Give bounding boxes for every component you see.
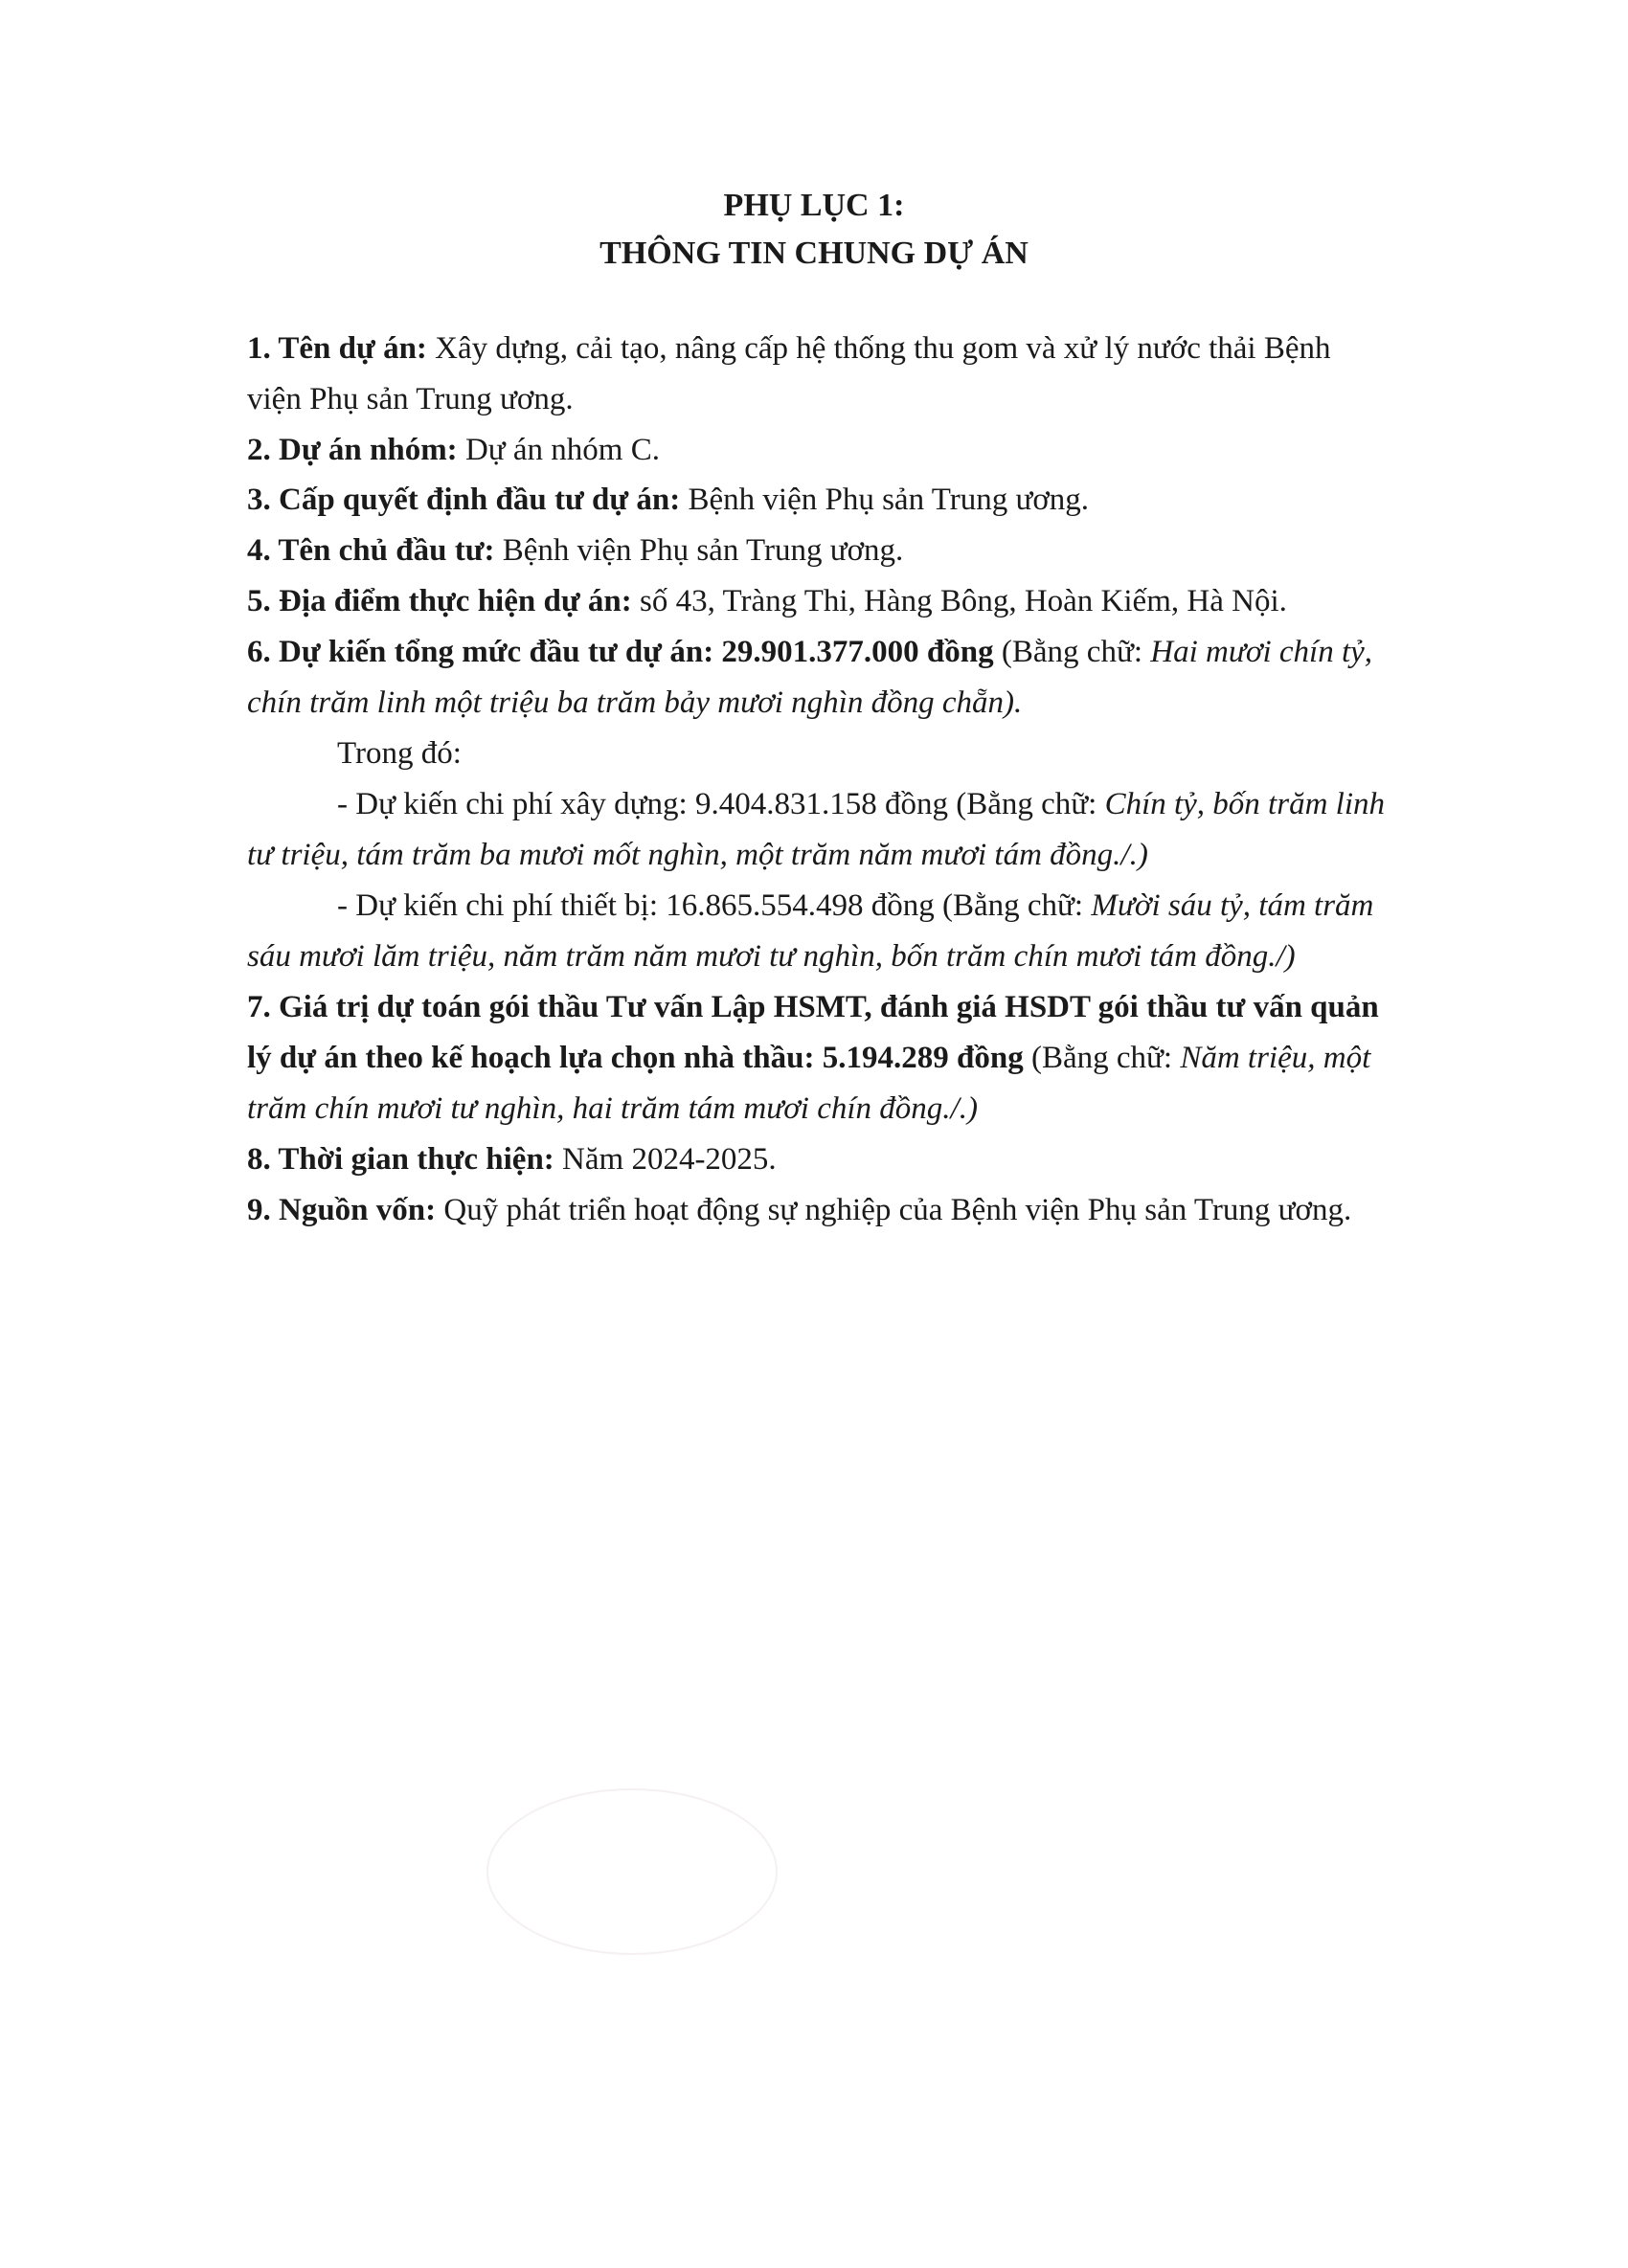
- item-1-label: 1. Tên dự án:: [247, 331, 427, 366]
- item-6-line-2: chín trăm linh một triệu ba trăm bảy mươi nghìn đồng chẵn).: [247, 685, 1023, 720]
- appendix-title: PHỤ LỤC 1:: [723, 188, 905, 223]
- item-6-sub1-line-2: tư triệu, tám trăm ba mươi mốt nghìn, một trăm năm mươi tám đồng./.): [247, 838, 1148, 872]
- item-6-sub1-line-1: [337, 785, 1582, 823]
- item-9: [247, 1191, 1492, 1229]
- item-6-sub2-text: - Dự kiến chi phí thiết bị: 16.865.554.498 đồng (Bằng chữ:: [337, 888, 1092, 923]
- item-7-paren: (Bằng chữ:: [1023, 1041, 1181, 1075]
- item-7-line-1: 7. Giá trị dự toán gói thầu Tư vấn Lập HSMT, đánh giá HSDT gói thầu tư vấn quản: [247, 990, 1379, 1024]
- item-8-label: 8. Thời gian thực hiện:: [247, 1142, 554, 1177]
- item-3-text: Bệnh viện Phụ sản Trung ương.: [680, 483, 1090, 517]
- item-1-line-2: viện Phụ sản Trung ương.: [247, 382, 574, 416]
- item-7-line-2: [247, 1039, 1492, 1077]
- item-6-sub2-line-2: sáu mươi lăm triệu, năm trăm năm mươi tư nghìn, bốn trăm chín mươi tám đồng./): [247, 939, 1296, 974]
- item-6-sub1-words: Chín tỷ, bốn trăm linh: [1104, 787, 1385, 821]
- appendix-subtitle: THÔNG TIN CHUNG DỰ ÁN: [599, 236, 1029, 271]
- item-3-label: 3. Cấp quyết định đầu tư dự án:: [247, 483, 681, 517]
- item-6-words: Hai mươi chín tỷ,: [1150, 635, 1373, 669]
- item-1-line-1: [247, 329, 1492, 368]
- item-6-label: 6. Dự kiến tổng mức đầu tư dự án: 29.901.377.000 đồng: [247, 635, 994, 669]
- item-4-text: Bệnh viện Phụ sản Trung ương.: [494, 533, 904, 568]
- item-9-label: 9. Nguồn vốn:: [247, 1193, 437, 1227]
- item-7-words: Năm triệu, một: [1180, 1041, 1371, 1075]
- item-8-text: Năm 2024-2025.: [554, 1142, 777, 1177]
- item-2-label: 2. Dự án nhóm:: [247, 433, 458, 467]
- item-5: [247, 582, 1492, 620]
- item-6-sub1-text: - Dự kiến chi phí xây dựng: 9.404.831.158 đồng (Bằng chữ:: [337, 787, 1105, 821]
- item-2: [247, 431, 1492, 469]
- item-2-text: Dự án nhóm C.: [457, 433, 660, 467]
- item-6-line-1: [247, 633, 1492, 671]
- item-8: [247, 1140, 1492, 1179]
- faint-stamp-mark: [486, 1788, 778, 1955]
- item-6-sub2-words: Mười sáu tỷ, tám trăm: [1091, 888, 1374, 923]
- item-6-paren: (Bằng chữ:: [993, 635, 1151, 669]
- item-3: [247, 481, 1492, 519]
- item-1-text: Xây dựng, cải tạo, nâng cấp hệ thống thu gom và xử lý nước thải Bệnh: [426, 331, 1331, 366]
- item-5-text: số 43, Tràng Thi, Hàng Bông, Hoàn Kiếm, Hà Nội.: [631, 584, 1287, 618]
- item-4-label: 4. Tên chủ đầu tư:: [247, 533, 495, 568]
- item-6-sub2-line-1: [337, 887, 1582, 925]
- item-7-label: lý dự án theo kế hoạch lựa chọn nhà thầu: 5.194.289 đồng: [247, 1041, 1024, 1075]
- item-6-trong-do: Trong đó:: [337, 736, 462, 771]
- item-5-label: 5. Địa điểm thực hiện dự án:: [247, 584, 632, 618]
- item-9-text: Quỹ phát triển hoạt động sự nghiệp của Bệnh viện Phụ sản Trung ương.: [436, 1193, 1352, 1227]
- item-7-line-3: trăm chín mươi tư nghìn, hai trăm tám mươi chín đồng./.): [247, 1091, 978, 1126]
- item-4: [247, 531, 1492, 570]
